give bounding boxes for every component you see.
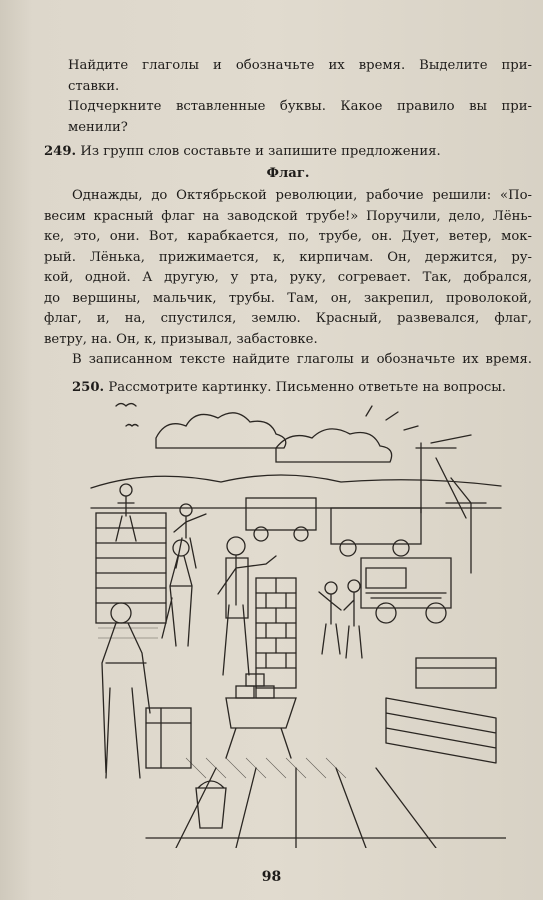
exercise-250-heading — [72, 378, 532, 399]
text-line: рый. Лёнька, прижимается, к, кирпичам. Он, держится, ру- — [44, 249, 532, 265]
exercise-task: Из групп слов составьте и запишите предложения. — [80, 144, 441, 159]
text-line: флаг, и, на, спустился, землю. Красный, развевался, флаг, — [44, 311, 532, 326]
text-line: Найдите глаголы и обозначьте их время. Выделите при- — [68, 58, 532, 73]
text-line: до вершины, мальчик, трубы. Там, он, закрепил, проволокой, — [44, 290, 532, 306]
text-line: ветру, на. Он, к, призывал, забастовке. — [44, 331, 318, 347]
text-line: Подчеркните вставленные буквы. Какое правило вы при- — [68, 99, 532, 114]
text-line: весим красный флаг на заводской трубе!» Поручили, дело, Лёнь- — [44, 208, 532, 224]
exercise-number: 249. — [44, 144, 77, 159]
page-number: 98 — [261, 869, 282, 885]
text-line: кой, одной. А другую, у рта, руку, согревает. Так, добрался, — [44, 270, 532, 285]
construction-site-illustration — [86, 398, 506, 848]
text-line: В записанном тексте найдите глаголы и обозначьте их время. — [72, 352, 532, 367]
story-title: Флаг. — [266, 166, 310, 181]
exercise-number: 250. — [72, 380, 105, 395]
exercise-prev-text — [68, 56, 532, 138]
exercise-249-heading — [44, 142, 532, 163]
text-line: менили? — [68, 119, 128, 135]
text-line: ке, это, они. Вот, карабкается, по, трубе, он. Дует, ветер, мок- — [44, 229, 532, 244]
exercise-249-text — [44, 186, 532, 371]
exercise-task: Рассмотрите картинку. Письменно ответьте на вопросы. — [108, 380, 506, 395]
text-line: Однажды, до Октябрьской революции, рабочие решили: «По- — [72, 188, 532, 203]
text-line: ставки. — [68, 78, 120, 94]
